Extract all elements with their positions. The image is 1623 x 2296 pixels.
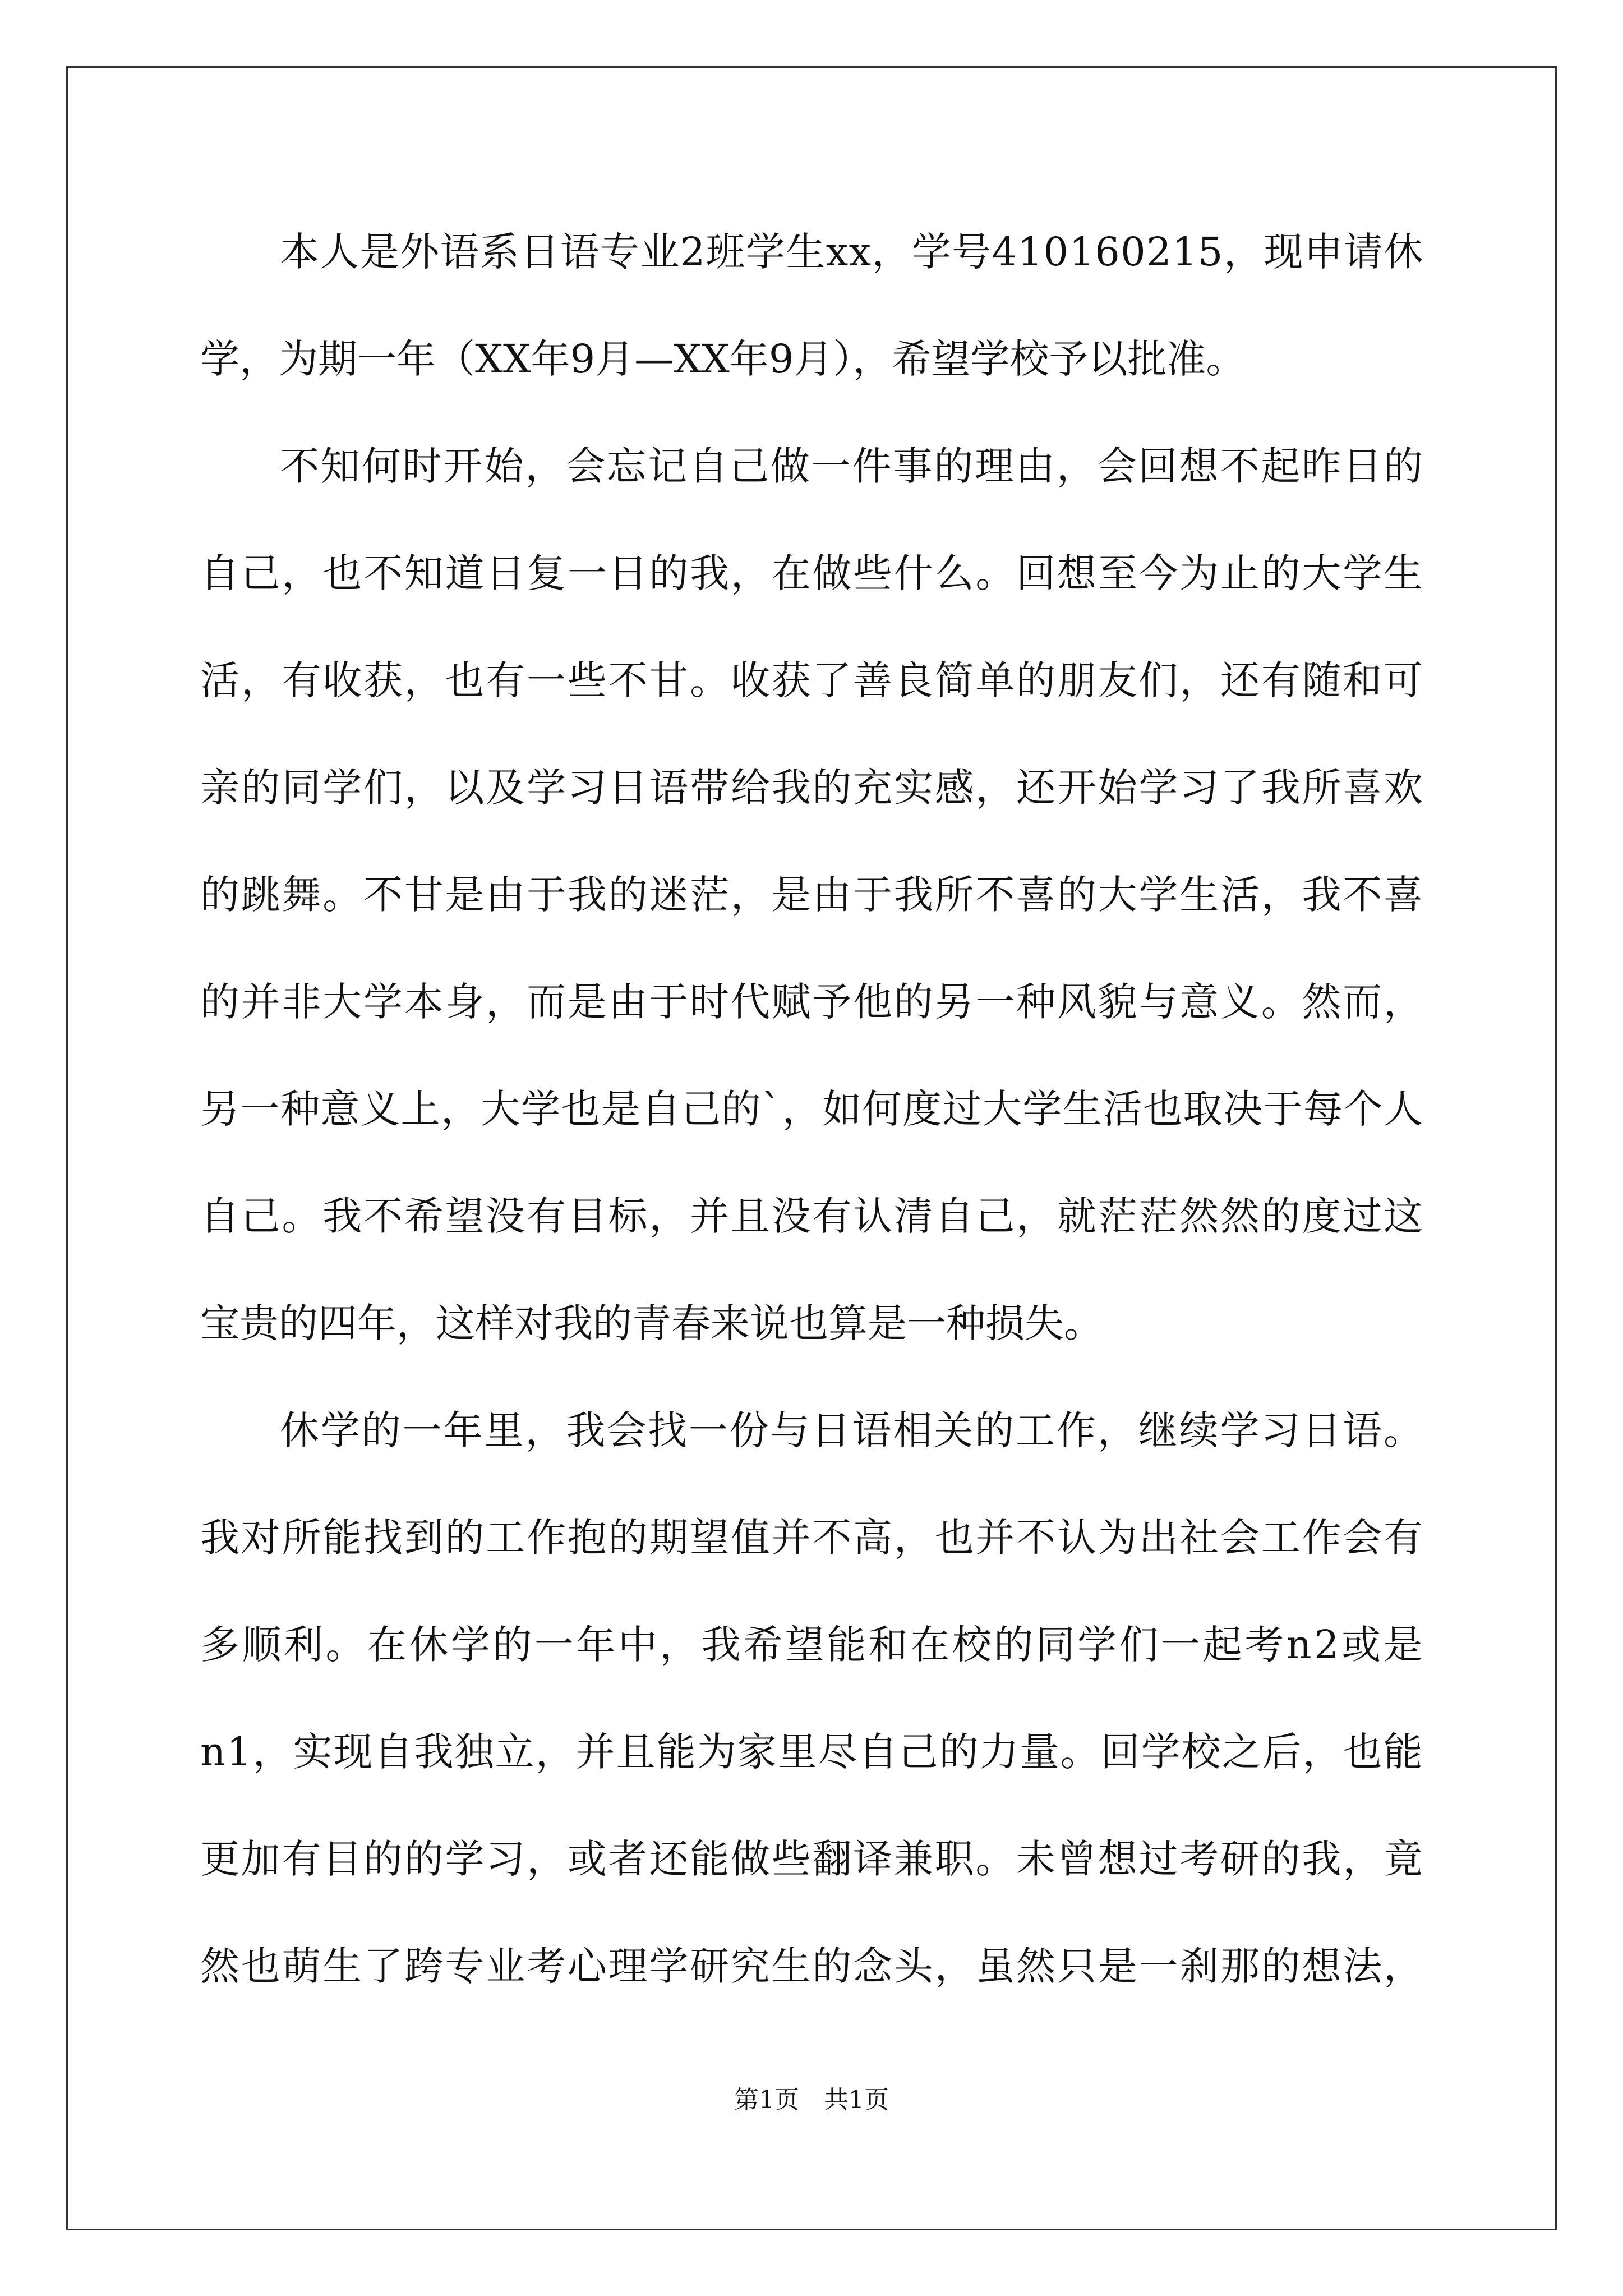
text-line: 活，有收获，也有一些不甘。收获了善良简单的朋友们，还有随和可 — [200, 657, 1424, 703]
page-total: 共1页 — [824, 2086, 889, 2114]
page-footer — [0, 2083, 1623, 2117]
text-line: 的跳舞。不甘是由于我的迷茫，是由于我所不喜的大学生活，我不喜 — [200, 872, 1424, 918]
text-line: 多顺利。在休学的一年中，我希望能和在校的同学们一起考n2或是 — [200, 1622, 1426, 1668]
paragraph-1-line-2 — [200, 323, 1423, 430]
paragraph-2-line-6 — [200, 965, 1423, 1073]
text-line: 的并非大学本身，而是由于时代赋予他的另一种风貌与意义。然而， — [200, 979, 1424, 1025]
text-line: 学，为期一年（XX年9月—XX年9月），希望学校予以批准。 — [200, 336, 1246, 382]
text-line: 然也萌生了跨专业考心理学研究生的念头，虽然只是一刹那的想法， — [200, 1943, 1424, 1989]
paragraph-3-line-6 — [200, 1930, 1423, 2037]
paragraph-2-line-2 — [200, 537, 1423, 644]
paragraph-3-line-4 — [200, 1715, 1423, 1823]
paragraph-2-line-1 — [200, 430, 1423, 537]
page-number: 第1页 — [734, 2086, 799, 2114]
text-line: 自己。我不希望没有目标，并且没有认清自己，就茫茫然然的度过这 — [200, 1193, 1424, 1239]
paragraph-2-line-8 — [200, 1180, 1423, 1287]
paragraph-2-line-7 — [200, 1073, 1423, 1180]
paragraph-3-line-2 — [200, 1501, 1423, 1608]
paragraph-2-line-9 — [200, 1287, 1423, 1394]
text-line: 自己，也不知道日复一日的我，在做些什么。回想至今为止的大学生 — [200, 550, 1424, 596]
paragraph-3-line-5 — [200, 1823, 1423, 1930]
paragraph-1-line-1 — [200, 215, 1423, 323]
text-line: 更加有目的的学习，或者还能做些翻译兼职。未曾想过考研的我，竟 — [200, 1836, 1424, 1882]
paragraph-3-line-1 — [200, 1394, 1423, 1501]
paragraph-2-line-4 — [200, 751, 1423, 858]
paragraph-2-line-5 — [200, 858, 1423, 965]
text-line: 亲的同学们，以及学习日语带给我的充实感，还开始学习了我所喜欢 — [200, 765, 1424, 811]
paragraph-3-line-3 — [200, 1608, 1426, 1715]
document-body — [200, 215, 1426, 2037]
text-line: 另一种意义上，大学也是自己的`，如何度过大学生活也取决于每个人 — [200, 1086, 1424, 1132]
text-line: 我对所能找到的工作抱的期望值并不高，也并不认为出社会工作会有 — [200, 1515, 1424, 1561]
text-line: 不知何时开始，会忘记自己做一件事的理由，会回想不起昨日的 — [280, 443, 1424, 489]
text-line: 本人是外语系日语专业2班学生xx，学号410160215，现申请休 — [280, 229, 1424, 275]
paragraph-2-line-3 — [200, 644, 1423, 751]
text-line: n1，实现自我独立，并且能为家里尽自己的力量。回学校之后，也能 — [200, 1729, 1424, 1775]
text-line: 休学的一年里，我会找一份与日语相关的工作，继续学习日语。 — [280, 1407, 1424, 1453]
text-line: 宝贵的四年，这样对我的青春来说也算是一种损失。 — [200, 1300, 1103, 1346]
